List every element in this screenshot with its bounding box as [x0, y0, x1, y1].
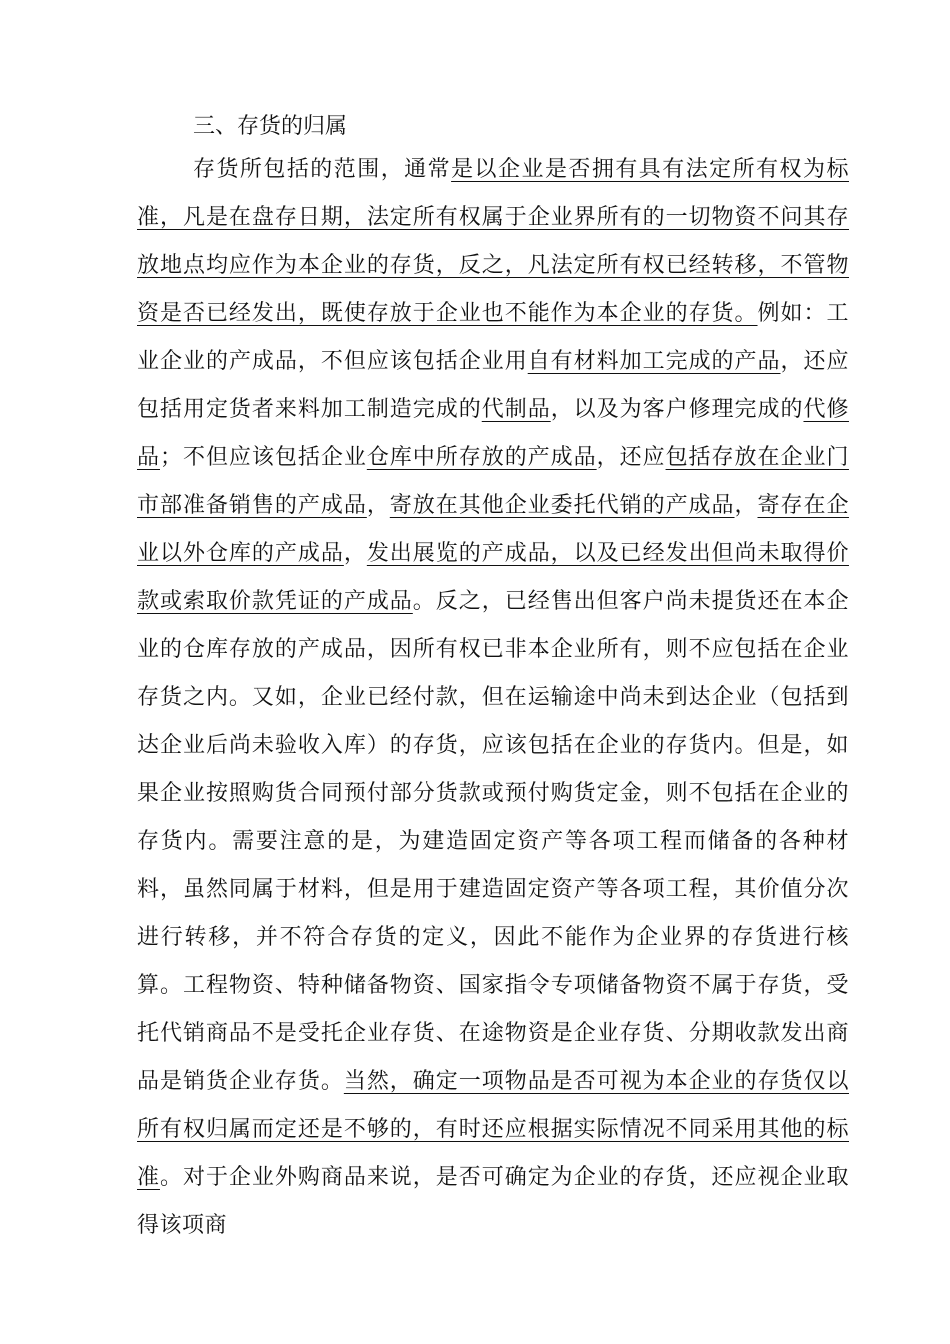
underlined-text-segment: 自有材料加工完成的产品 — [527, 349, 781, 374]
underlined-text-segment: 仓库中所存放的产成品 — [366, 445, 597, 470]
underlined-text-segment: 包括存放在企业门市部准备销售的产成品 — [137, 445, 849, 518]
section-heading: 三、存货的归属 — [193, 114, 348, 139]
underlined-text-segment: 是以企业是否拥有具有法定所有权为标准，凡是在盘存日期，法定所有权属于企业界所有的一切物资不问其存放地点均应作为本企业的存货，反之，凡法定所有权已经转移，不管物资是否已经发出，既使存放于企业也不能作为本企业的存货。 — [137, 157, 849, 326]
text-segment: 例如：工业企业的产成品，不但应该包括企业用 — [137, 301, 849, 374]
text-segment: 。对于企业外购商品来说，是否可确定为企业的存货，还应视企业取得该项商 — [137, 1165, 849, 1238]
text-segment: 。反之，已经售出但客户尚未提货还在本企业的仓库存放的产成品，因所有权已非本企业所有，则不应包括在企业存货之内。又如，企业已经付款，但在运输途中尚未到达企业（包括到达企业后尚未验收入库）的存货，应该包括在企业的存货内。但是，如果企业按照购货合同预付部分货款或预付购货定金，则不包括在企业的存货内。需要注意的是，为建造固定资产等各项工程而储备的各种材料，虽然同属于材料，但是用于建造固定资产等各项工程，其价值分次进行转移，并不符合存货的定义，因此不能作为企业界的存货进行核算。工程物资、特种储备物资、国家指令专项储备物资不属于存货，受托代销商品不是受托企业存货、在途物资是企业存货、分期收款发出商品是销货企业存货。 — [137, 589, 849, 1094]
text-segment: ， — [343, 541, 367, 566]
text-segment: 存货所包括的范围，通常 — [193, 157, 452, 182]
text-segment: ；不但应该包括企业 — [159, 445, 367, 470]
document-body — [137, 108, 849, 1250]
underlined-text-segment: 代制品 — [481, 397, 551, 422]
text-segment: ， — [366, 493, 390, 518]
underlined-text-segment: 当然，确定一项物品是否可视为本企业的存货仅以所有权归属而定还是不够的，有时还应根据实际情况不同采用其他的标准 — [137, 1069, 849, 1190]
text-segment: ，还应包括用定货者来料加工制造完成的 — [137, 349, 849, 422]
text-segment: ， — [734, 493, 758, 518]
underlined-text-segment: 寄放在其他企业委托代销的产成品 — [389, 493, 735, 518]
text-segment: ，以及为客户修理完成的 — [550, 397, 804, 422]
underlined-text-segment: 寄存在企业以外仓库的产成品 — [137, 493, 849, 566]
text-segment: ，还应 — [596, 445, 666, 470]
body-paragraph — [137, 146, 849, 1250]
underlined-text-segment: 发出展览的产成品，以及已经发出但尚未取得价款或索取价款凭证的产成品 — [137, 541, 849, 614]
underlined-text-segment: 代修品 — [137, 397, 849, 470]
